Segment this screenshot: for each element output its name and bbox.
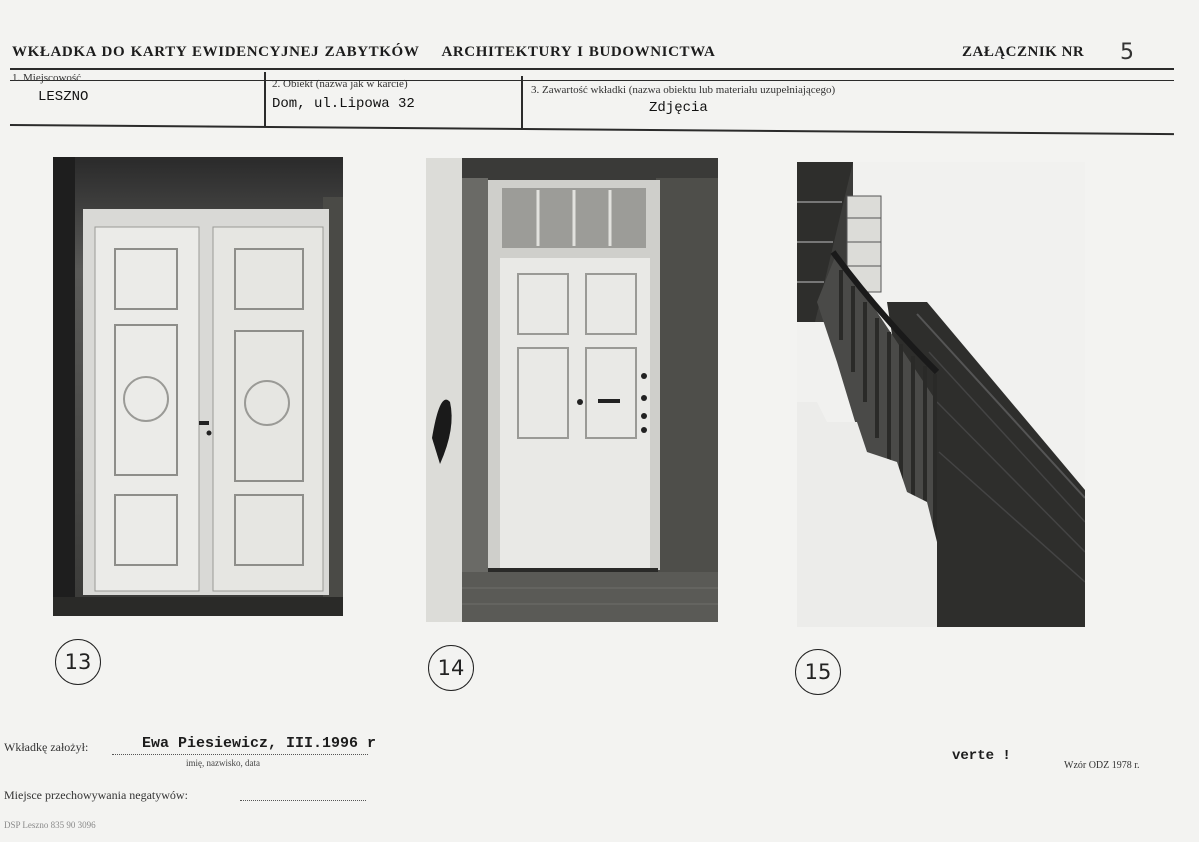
document-title	[12, 44, 716, 61]
header-rule-bottom	[10, 124, 1174, 135]
photo-number-13: 13	[55, 639, 101, 685]
staircase-photo	[797, 162, 1085, 627]
contents-label: 3. Zawartość wkładki (nazwa obiektu lub materiału uzupełniającego)	[531, 84, 836, 96]
created-by-hint: imię, nazwisko, data	[186, 758, 260, 768]
object-value: Dom, ul.Lipowa 32	[272, 96, 415, 112]
title-part-1: WKŁADKA DO KARTY EWIDENCYJNEJ ZABYTKÓW	[12, 44, 420, 60]
object-label: 2. Obiekt (nazwa jak w karcie)	[272, 78, 408, 90]
header-rule-thin	[10, 80, 1174, 81]
negatives-label: Miejsce przechowywania negatywów:	[4, 788, 188, 802]
photo-number-15: 15	[795, 649, 841, 695]
single-door-photo	[426, 158, 718, 622]
created-by-line	[112, 754, 368, 755]
template-note: Wzór ODZ 1978 r.	[1064, 760, 1140, 771]
field-divider-1	[264, 72, 266, 126]
place-label: 1. Miejscowość	[12, 72, 82, 84]
attachment-number: 5	[1120, 40, 1134, 65]
created-by-label: Wkładkę założył:	[4, 740, 89, 754]
photo-number-14: 14	[428, 645, 474, 691]
attachment-label: ZAŁĄCZNIK NR	[962, 44, 1085, 60]
header-rule-top	[10, 68, 1174, 70]
double-door-photo	[53, 157, 343, 616]
title-part-2: ARCHITEKTURY I BUDOWNICTWA	[441, 44, 716, 60]
verte-note: verte !	[952, 748, 1011, 764]
field-divider-2	[521, 76, 523, 130]
contents-value: Zdjęcia	[649, 100, 708, 116]
place-value: LESZNO	[38, 89, 89, 105]
negatives-line	[240, 800, 366, 801]
print-code: DSP Leszno 835 90 3096	[4, 820, 96, 830]
created-by-value: Ewa Piesiewicz, III.1996 r	[142, 735, 377, 752]
